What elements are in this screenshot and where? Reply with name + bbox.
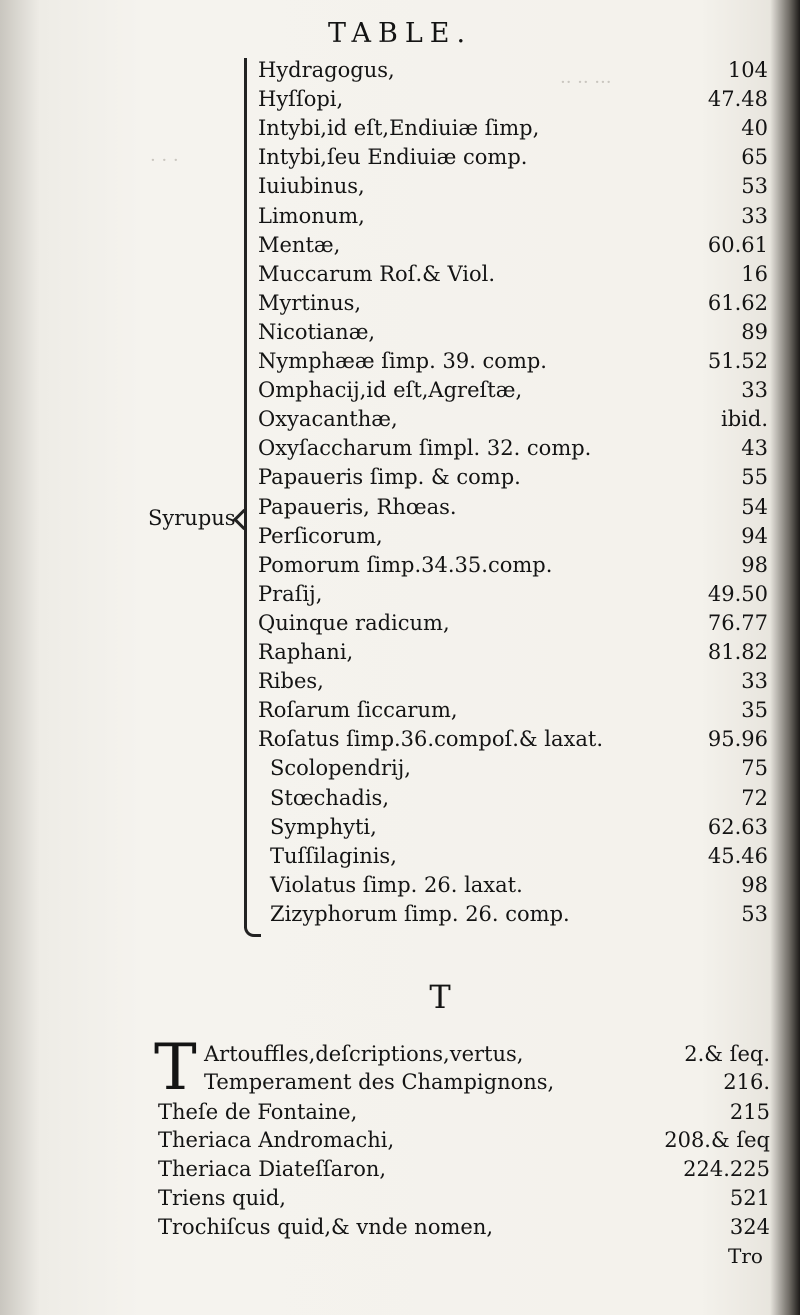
- syrupus-entry-row: [258, 493, 768, 521]
- entry-page-number: 521: [729, 1186, 770, 1210]
- entry-page-number: 98: [741, 552, 768, 577]
- entry-name: Zizyphorum ſimp. 26. comp.: [270, 901, 570, 926]
- entry-page-number: 43: [741, 436, 768, 461]
- syrupus-entry-row: [258, 143, 768, 171]
- syrupus-bracket-tip: [233, 509, 254, 530]
- syrupus-entry-row: [258, 667, 768, 695]
- entry-page-number: 33: [741, 378, 768, 403]
- entry-name: Intybi,ſeu Endiuiæ comp.: [258, 145, 528, 170]
- entry-page-number: 208.& ſeq: [664, 1128, 770, 1152]
- entry-page-number: 49.50: [707, 581, 768, 606]
- show-through-decoration: · · ·: [150, 150, 179, 171]
- t-entry-row: [158, 1213, 770, 1241]
- syrupus-entry-row: [270, 842, 768, 870]
- entry-page-number: 60.61: [707, 232, 768, 257]
- entry-name: Iuiubinus,: [258, 174, 365, 199]
- entry-name: Theriaca Diateſſaron,: [158, 1157, 387, 1181]
- entry-page-number: 75: [741, 756, 768, 781]
- syrupus-entry-row: [258, 114, 768, 142]
- entry-name: Perſicorum,: [258, 523, 383, 548]
- entry-name: Muccarum Roſ.& Viol.: [258, 261, 496, 286]
- syrupus-entry-row: [258, 56, 768, 84]
- syrupus-entry-row: [258, 172, 768, 200]
- entry-name: Ribes,: [258, 669, 324, 694]
- entry-name: Violatus ſimp. 26. laxat.: [270, 872, 523, 897]
- t-entry-row: [204, 1040, 770, 1068]
- entry-page-number: 95.96: [707, 727, 768, 752]
- entry-name: Roſarum ſiccarum,: [258, 698, 458, 723]
- entry-page-number: 216.: [723, 1070, 770, 1094]
- syrupus-entry-row: [270, 900, 768, 928]
- entry-page-number: 51.52: [707, 349, 768, 373]
- entry-page-number: 94: [741, 523, 768, 548]
- entry-name: Intybi,id eſt,Endiuiæ ſimp,: [258, 116, 540, 141]
- entry-name: Scolopendrij,: [270, 756, 411, 781]
- syrupus-entry-row: [258, 318, 768, 346]
- entry-name: Papaueris, Rhœas.: [258, 494, 457, 519]
- entry-page-number: 224.225: [683, 1157, 770, 1181]
- syrupus-entry-row: [258, 696, 768, 724]
- entry-name: Oxyſaccharum ſimpl. 32. comp.: [258, 436, 592, 461]
- syrupus-entry-row: [258, 725, 768, 753]
- entry-page-number: 81.82: [707, 640, 768, 664]
- section-letter: T: [429, 978, 451, 1016]
- entry-page-number: 72: [741, 785, 768, 810]
- drop-cap: T: [154, 1031, 197, 1105]
- syrupus-entry-row: [258, 522, 768, 550]
- t-entry-row: [158, 1155, 770, 1183]
- syrupus-entry-row: [258, 260, 768, 288]
- entry-name: Temperament des Champignons,: [204, 1070, 555, 1094]
- entry-name: Myrtinus,: [258, 290, 362, 315]
- entry-name: Praſij,: [258, 581, 323, 606]
- entry-name: Quinque radicum,: [258, 610, 450, 635]
- entry-page-number: 215: [729, 1100, 770, 1124]
- entry-page-number: 2.& ſeq.: [684, 1042, 770, 1066]
- entry-name: Triens quid,: [158, 1186, 286, 1210]
- entry-page-number: 62.63: [707, 814, 768, 839]
- syrupus-entry-row: [258, 85, 768, 113]
- entry-page-number: 98: [741, 872, 768, 897]
- entry-page-number: 324: [729, 1215, 770, 1239]
- syrupus-entry-row: [258, 580, 768, 608]
- entry-page-number: 76.77: [707, 610, 768, 635]
- syrupus-entry-row: [258, 609, 768, 637]
- t-entry-row: [204, 1068, 770, 1096]
- entry-page-number: 16: [741, 261, 768, 286]
- syrupus-entry-row: [270, 871, 768, 899]
- syrupus-entry-row: [258, 463, 768, 491]
- entry-page-number: 104: [727, 58, 768, 82]
- entry-page-number: 55: [741, 465, 768, 490]
- entry-name: Theriaca Andromachi,: [158, 1128, 395, 1152]
- syrupus-entry-row: [258, 405, 768, 433]
- entry-name: Nymphææ ſimp. 39. comp.: [258, 349, 547, 373]
- syrupus-entry-row: [258, 551, 768, 579]
- catchword: Tro: [728, 1244, 763, 1268]
- syrupus-entry-row: [258, 202, 768, 230]
- entry-name: Theſe de Fontaine,: [158, 1100, 358, 1124]
- entry-page-number: 89: [741, 319, 768, 344]
- entry-name: Stœchadis,: [270, 785, 390, 810]
- entry-page-number: 35: [741, 698, 768, 723]
- syrupus-bracket-foot: [244, 918, 261, 937]
- bracket-label: Syrupus: [148, 506, 236, 530]
- syrupus-bracket-line: [244, 58, 247, 928]
- entry-page-number: 33: [741, 203, 768, 228]
- t-entry-row: [158, 1184, 770, 1212]
- entry-name: Oxyacanthæ,: [258, 407, 398, 432]
- entry-name: Raphani,: [258, 640, 354, 664]
- syrupus-entry-row: [258, 376, 768, 404]
- syrupus-entry-row: [270, 813, 768, 841]
- syrupus-entry-row: [270, 784, 768, 812]
- entry-page-number: 33: [741, 669, 768, 694]
- t-entry-row: [158, 1126, 770, 1154]
- entry-name: Hydragogus,: [258, 58, 395, 82]
- syrupus-entry-row: [258, 638, 768, 666]
- syrupus-entry-row: [258, 347, 768, 375]
- entry-page-number: 47.48: [707, 87, 768, 112]
- entry-name: Trochiſcus quid,& vnde nomen,: [158, 1215, 494, 1239]
- entry-name: Artouffles,deſcriptions,vertus,: [204, 1042, 524, 1066]
- entry-page-number: 53: [741, 901, 768, 926]
- entry-name: Mentæ,: [258, 232, 341, 257]
- syrupus-entry-row: [270, 754, 768, 782]
- entry-name: Omphacij,id eſt,Agreſtæ,: [258, 378, 523, 403]
- entry-name: Pomorum ſimp.34.35.comp.: [258, 552, 553, 577]
- entry-page-number: 61.62: [707, 290, 768, 315]
- entry-name: Nicotianæ,: [258, 319, 376, 344]
- syrupus-entry-row: [258, 231, 768, 259]
- entry-page-number: 45.46: [707, 843, 768, 868]
- entry-page-number: 40: [741, 116, 768, 141]
- running-head: TABLE.: [327, 18, 473, 49]
- syrupus-entry-row: [258, 289, 768, 317]
- t-entry-row: [158, 1098, 770, 1126]
- syrupus-entry-row: [258, 434, 768, 462]
- entry-name: Limonum,: [258, 203, 365, 228]
- entry-name: Papaueris ſimp. & comp.: [258, 465, 521, 490]
- entry-page-number: ibid.: [721, 407, 768, 432]
- entry-name: Roſatus ſimp.36.compoſ.& laxat.: [258, 727, 604, 752]
- entry-page-number: 53: [741, 174, 768, 199]
- entry-name: Symphyti,: [270, 814, 377, 839]
- show-through-decoration: ··· ·· ··: [560, 72, 612, 93]
- entry-name: Tuſſilaginis,: [270, 843, 397, 868]
- entry-page-number: 54: [741, 494, 768, 519]
- entry-page-number: 65: [741, 145, 768, 170]
- entry-name: Hyſſopi,: [258, 87, 344, 112]
